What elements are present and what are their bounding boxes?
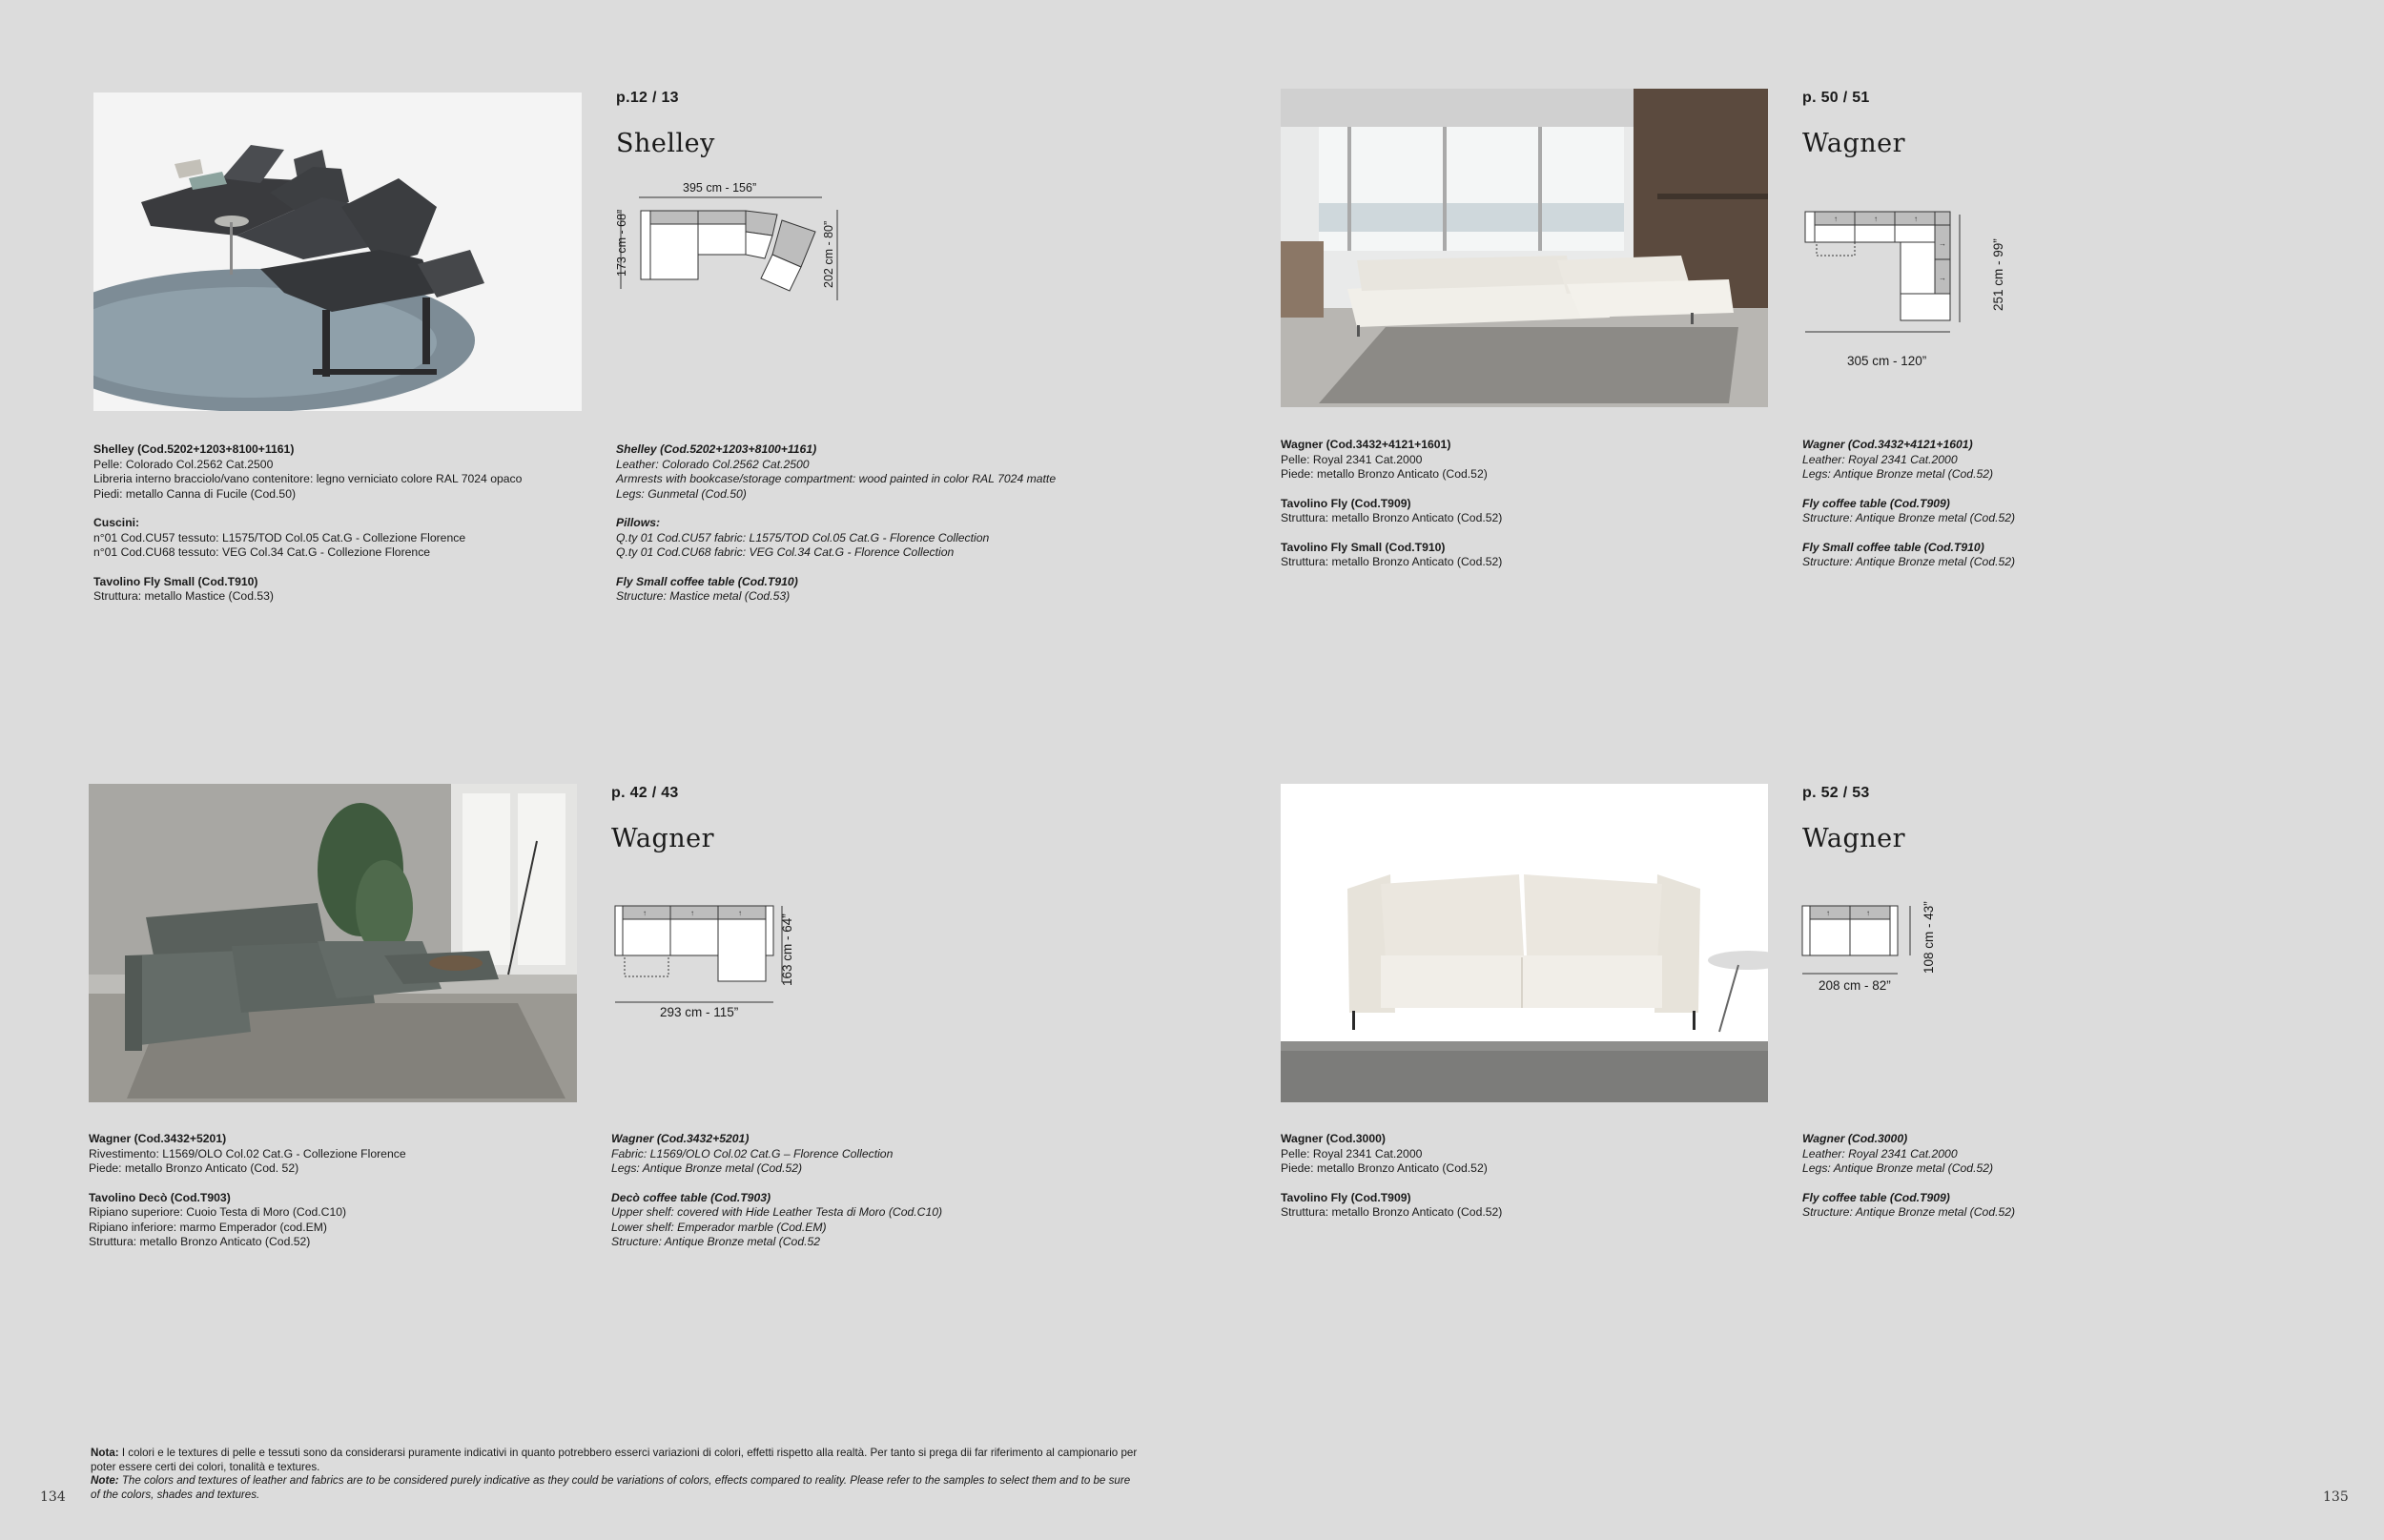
dimension-width: 208 cm - 82” [1819,978,1891,993]
wagner-chaise-photo [89,784,577,1102]
spec-line: Q.ty 01 Cod.CU68 fabric: VEG Col.34 Cat.G - Florence Collection [616,545,955,559]
dimension-width: 305 cm - 120” [1847,354,1927,368]
wagner-50-specs-italian [1281,438,1777,570]
spec-line: Structure: Antique Bronze metal (Cod.52) [1802,511,2016,524]
spec-heading: Shelley (Cod.5202+1203+8100+1161) [616,442,817,456]
spec-line: Struttura: metallo Bronzo Anticato (Cod.52) [1281,555,1503,568]
spec-line: n°01 Cod.CU68 tessuto: VEG Col.34 Cat.G - Collezione Florence [93,545,431,559]
spec-line: Leather: Royal 2341 Cat.2000 [1802,1146,1958,1160]
spec-line: Legs: Antique Bronze metal (Cod.52) [611,1161,803,1175]
page-ref: p. 52 / 53 [1802,785,1870,801]
spec-line: Structure: Mastice metal (Cod.53) [616,589,791,603]
spec-heading: Pillows: [616,516,661,529]
dimension-depth: 108 cm - 43” [1922,901,1936,974]
shelley-dimension-diagram [610,176,849,300]
svg-text:→: → [1939,239,1946,248]
page-ref: p. 42 / 43 [611,785,679,801]
wagner-42-specs-italian [89,1132,585,1250]
spec-line: Struttura: metallo Bronzo Anticato (Cod.52) [1281,1205,1503,1219]
model-name: Wagner [611,824,715,853]
spec-line: Leather: Royal 2341 Cat.2000 [1802,452,1958,466]
spec-heading: Tavolino Decò (Cod.T903) [89,1190,231,1204]
spec-line: Ripiano superiore: Cuoio Testa di Moro (Cod.C10) [89,1205,347,1219]
spec-heading: Shelley (Cod.5202+1203+8100+1161) [93,442,295,456]
spec-heading: Fly Small coffee table (Cod.T910) [1802,540,1984,554]
wagner-corner-dimension-diagram [1798,200,1979,353]
spec-heading: Tavolino Fly (Cod.T909) [1281,496,1411,510]
page-number-right: 135 [2323,1489,2349,1505]
spec-line: Pelle: Royal 2341 Cat.2000 [1281,452,1423,466]
wagner-42-specs-english [611,1132,1126,1250]
svg-text:↑: ↑ [1914,215,1918,223]
spec-line: Structure: Antique Bronze metal (Cod.52 [611,1235,821,1248]
dimension-depth: 251 cm - 99” [1991,238,2005,311]
disclaimer-note [91,1447,1140,1502]
disclaimer-italian: Nota: I colori e le textures di pelle e tessuti sono da considerarsi puramente indicativi in quanto potrebbero esserci variazioni di colori, effetti rispetto alla realtà. Per tanto si prega dii far riferimento al campionario per poter essere certi dei colori, tonalità e textures. [91,1447,1138,1473]
spec-line: Piedi: metallo Canna di Fucile (Cod.50) [93,486,297,501]
spec-line: Pelle: Colorado Col.2562 Cat.2500 [93,457,274,471]
spec-line: Legs: Gunmetal (Cod.50) [616,486,747,501]
spec-line: Piede: metallo Bronzo Anticato (Cod. 52) [89,1161,299,1175]
spec-heading: Wagner (Cod.3432+5201) [611,1132,750,1145]
spec-line: n°01 Cod.CU57 tessuto: L1575/TOD Col.05 Cat.G - Collezione Florence [93,530,466,544]
page-ref: p. 50 / 51 [1802,90,1870,106]
wagner-52-specs-english [1802,1132,2298,1221]
shelley-photo [93,92,582,411]
spec-line: Upper shelf: covered with Hide Leather Testa di Moro (Cod.C10) [611,1205,943,1219]
spec-heading: Wagner (Cod.3000) [1281,1132,1386,1145]
spec-heading: Cuscini: [93,516,140,529]
spec-line: Legs: Antique Bronze metal (Cod.52) [1802,467,1994,481]
svg-text:↑: ↑ [738,909,742,917]
wagner-sofa-dimension-diagram [1798,901,1922,977]
wagner-sofa-photo [1281,784,1768,1102]
dimension-depth: 173 cm - 68” [615,209,628,277]
dimension-depth-right: 202 cm - 80” [822,220,835,288]
spec-line: Fabric: L1569/OLO Col.02 Cat.G – Florence Collection [611,1146,894,1160]
spec-heading: Wagner (Cod.3432+4121+1601) [1802,438,1973,451]
page-number-left: 134 [40,1489,66,1505]
spec-line: Struttura: metallo Bronzo Anticato (Cod.52) [1281,511,1503,524]
spec-heading: Fly coffee table (Cod.T909) [1802,496,1950,510]
spec-line: Struttura: metallo Bronzo Anticato (Cod.52) [89,1235,311,1248]
spec-line: Structure: Antique Bronze metal (Cod.52) [1802,1205,2016,1219]
svg-text:↑: ↑ [690,909,694,917]
dimension-width: 395 cm - 156” [683,181,757,195]
wagner-living-room-photo [1281,89,1768,407]
spec-line: Rivestimento: L1569/OLO Col.02 Cat.G - Collezione Florence [89,1146,406,1160]
spec-heading: Decò coffee table (Cod.T903) [611,1190,771,1204]
disclaimer-english: Note: The colors and textures of leather and fabrics are to be considered purely indicative as they could be variations of colors, effects compared to reality. Please refer to the samples to select them and to be sure of the colors, shades and textures. [91,1474,1131,1501]
spec-heading: Tavolino Fly Small (Cod.T910) [1281,540,1446,554]
svg-text:↑: ↑ [1866,909,1870,917]
shelley-specs-english [616,442,1150,605]
svg-text:→: → [1939,274,1946,282]
dimension-depth: 163 cm - 64” [780,914,794,986]
spec-heading: Wagner (Cod.3432+4121+1601) [1281,438,1451,451]
spec-heading: Wagner (Cod.3000) [1802,1132,1908,1145]
spec-line: Leather: Colorado Col.2562 Cat.2500 [616,457,810,471]
spec-line: Armrests with bookcase/storage compartment: wood painted in color RAL 7024 matte [616,472,1057,485]
wagner-52-specs-italian [1281,1132,1777,1221]
spec-line: Ripiano inferiore: marmo Emperador (cod.EM) [89,1220,327,1234]
spec-line: Q.ty 01 Cod.CU57 fabric: L1575/TOD Col.05 Cat.G - Florence Collection [616,530,990,544]
spec-line: Lower shelf: Emperador marble (Cod.EM) [611,1220,827,1234]
spec-heading: Tavolino Fly Small (Cod.T910) [93,574,258,588]
spec-line: Piede: metallo Bronzo Anticato (Cod.52) [1281,1161,1488,1175]
model-name: Wagner [1802,129,1906,158]
model-name: Shelley [616,129,715,158]
model-name: Wagner [1802,824,1906,853]
page-ref: p.12 / 13 [616,90,679,106]
svg-text:↑: ↑ [1834,215,1838,223]
svg-text:↑: ↑ [1874,215,1878,223]
spec-heading: Wagner (Cod.3432+5201) [89,1132,227,1145]
spec-line: Structure: Antique Bronze metal (Cod.52) [1802,555,2016,568]
spec-heading: Tavolino Fly (Cod.T909) [1281,1190,1411,1204]
spec-heading: Fly Small coffee table (Cod.T910) [616,574,798,588]
spec-heading: Fly coffee table (Cod.T909) [1802,1190,1950,1204]
spec-line: Pelle: Royal 2341 Cat.2000 [1281,1146,1423,1160]
wagner-chaise-dimension-diagram [610,901,801,1006]
svg-text:↑: ↑ [643,909,647,917]
spec-line: Legs: Antique Bronze metal (Cod.52) [1802,1161,1994,1175]
wagner-50-specs-english [1802,438,2298,570]
svg-text:↑: ↑ [1826,909,1830,917]
spec-line: Piede: metallo Bronzo Anticato (Cod.52) [1281,467,1488,481]
shelley-specs-italian [93,442,589,605]
dimension-width: 293 cm - 115” [660,1005,739,1019]
spec-line: Struttura: metallo Mastice (Cod.53) [93,589,274,603]
spec-line: Libreria interno bracciolo/vano contenitore: legno verniciato colore RAL 7024 opaco [93,472,523,485]
